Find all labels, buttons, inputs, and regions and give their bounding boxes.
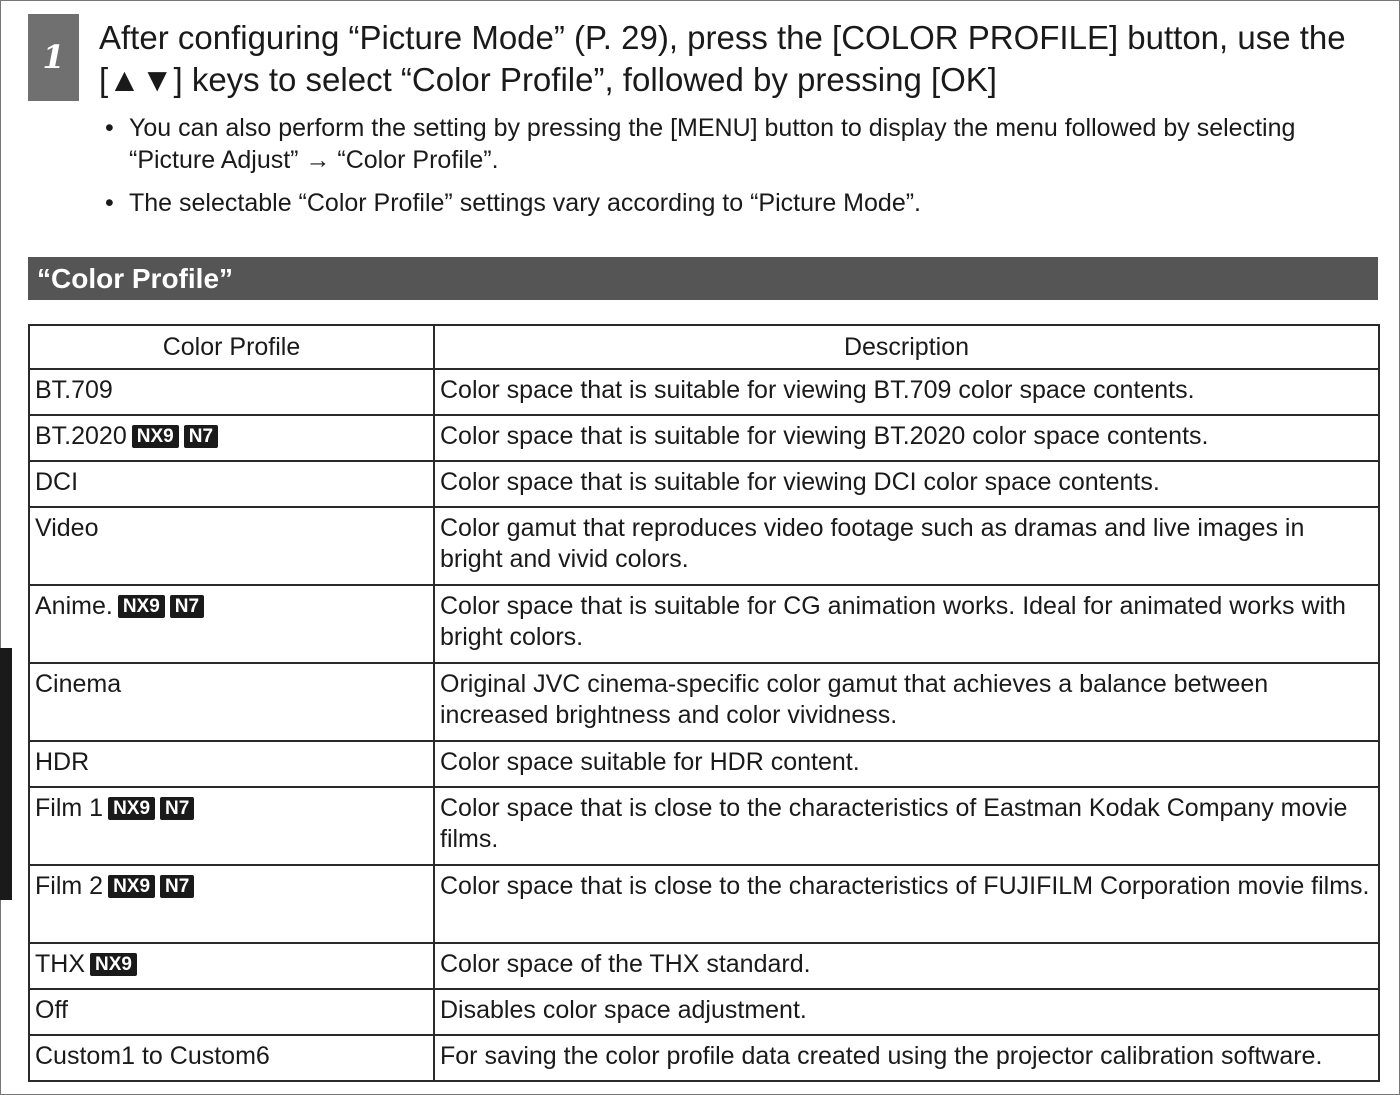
- table-row: [29, 461, 1379, 507]
- profile-cell: [29, 415, 434, 461]
- profile-cell: [29, 1035, 434, 1081]
- description-cell: Color space that is suitable for CG animation works. Ideal for animated works with bright colors.: [434, 585, 1379, 663]
- table-row: [29, 787, 1379, 865]
- step-number-badge: 1: [28, 14, 79, 101]
- profile-name: HDR: [35, 748, 90, 776]
- model-tag-n7: N7: [184, 425, 218, 448]
- description-cell: Color space that is close to the characteristics of Eastman Kodak Company movie films.: [434, 787, 1379, 865]
- bullet-item: [105, 187, 1375, 219]
- table-header-row: [29, 325, 1379, 369]
- profile-name: BT.709: [35, 376, 113, 404]
- model-tag-n7: N7: [160, 875, 194, 898]
- model-tag-nx9: NX9: [108, 875, 155, 898]
- table-row: [29, 585, 1379, 663]
- profile-name: BT.2020: [35, 422, 127, 450]
- profile-name: Custom1 to Custom6: [35, 1042, 270, 1070]
- description-cell: Disables color space adjustment.: [434, 989, 1379, 1035]
- description-cell: For saving the color profile data created using the projector calibration software.: [434, 1035, 1379, 1081]
- profile-cell: [29, 663, 434, 741]
- table-row: [29, 415, 1379, 461]
- model-tag-nx9: NX9: [90, 953, 137, 976]
- profile-cell: [29, 369, 434, 415]
- profile-cell: [29, 461, 434, 507]
- model-tag-nx9: NX9: [132, 425, 179, 448]
- profile-cell: [29, 787, 434, 865]
- table-row: [29, 943, 1379, 989]
- step-instruction: After configuring “Picture Mode” (P. 29), press the [COLOR PROFILE] button, use the [▲▼] keys to select “Color Profile”, followed by pressing [OK]: [99, 19, 1346, 98]
- header-color-profile: Color Profile: [29, 325, 434, 369]
- model-tag-nx9: NX9: [118, 595, 165, 618]
- header-description: Description: [434, 325, 1379, 369]
- bullet-dot: •: [105, 114, 114, 142]
- side-tab-marker: [0, 648, 12, 900]
- description-cell: Original JVC cinema-specific color gamut that achieves a balance between increased brightness and color vividness.: [434, 663, 1379, 741]
- model-tag-n7: N7: [160, 797, 194, 820]
- profile-name: Off: [35, 996, 68, 1024]
- profile-cell: [29, 585, 434, 663]
- profile-name: THX: [35, 950, 85, 978]
- description-cell: Color gamut that reproduces video footage such as dramas and live images in bright and vivid colors.: [434, 507, 1379, 585]
- profile-cell: [29, 989, 434, 1035]
- profile-name: Video: [35, 514, 99, 542]
- profile-cell: [29, 865, 434, 943]
- profile-name: Anime.: [35, 592, 113, 620]
- profile-cell: [29, 741, 434, 787]
- color-profile-table: [28, 324, 1380, 1082]
- bullet-list: [105, 112, 1375, 230]
- bullet-item: [105, 112, 1375, 176]
- table-row: [29, 663, 1379, 741]
- model-tag-nx9: NX9: [108, 797, 155, 820]
- profile-name: Cinema: [35, 670, 122, 698]
- description-cell: Color space that is close to the characteristics of FUJIFILM Corporation movie films.: [434, 865, 1379, 943]
- section-title: “Color Profile”: [28, 257, 1378, 300]
- table-row: [29, 989, 1379, 1035]
- table-row: [29, 507, 1379, 585]
- description-cell: Color space that is suitable for viewing BT.709 color space contents.: [434, 369, 1379, 415]
- table-row: [29, 741, 1379, 787]
- model-tag-n7: N7: [170, 595, 204, 618]
- description-cell: Color space of the THX standard.: [434, 943, 1379, 989]
- table-row: [29, 1035, 1379, 1081]
- profile-name: Film 2: [35, 872, 104, 900]
- profile-name: DCI: [35, 468, 79, 496]
- table-row: [29, 369, 1379, 415]
- bullet-dot: •: [105, 189, 114, 217]
- bullet-text: The selectable “Color Profile” settings vary according to “Picture Mode”.: [129, 189, 921, 217]
- description-cell: Color space that is suitable for viewing BT.2020 color space contents.: [434, 415, 1379, 461]
- profile-cell: [29, 943, 434, 989]
- table-row: [29, 865, 1379, 943]
- description-cell: Color space that is suitable for viewing DCI color space contents.: [434, 461, 1379, 507]
- profile-cell: [29, 507, 434, 585]
- profile-name: Film 1: [35, 794, 104, 822]
- bullet-text: You can also perform the setting by pressing the [MENU] button to display the menu followed by selecting “Picture Adjust” → “Color Profile”.: [129, 114, 1296, 174]
- description-cell: Color space suitable for HDR content.: [434, 741, 1379, 787]
